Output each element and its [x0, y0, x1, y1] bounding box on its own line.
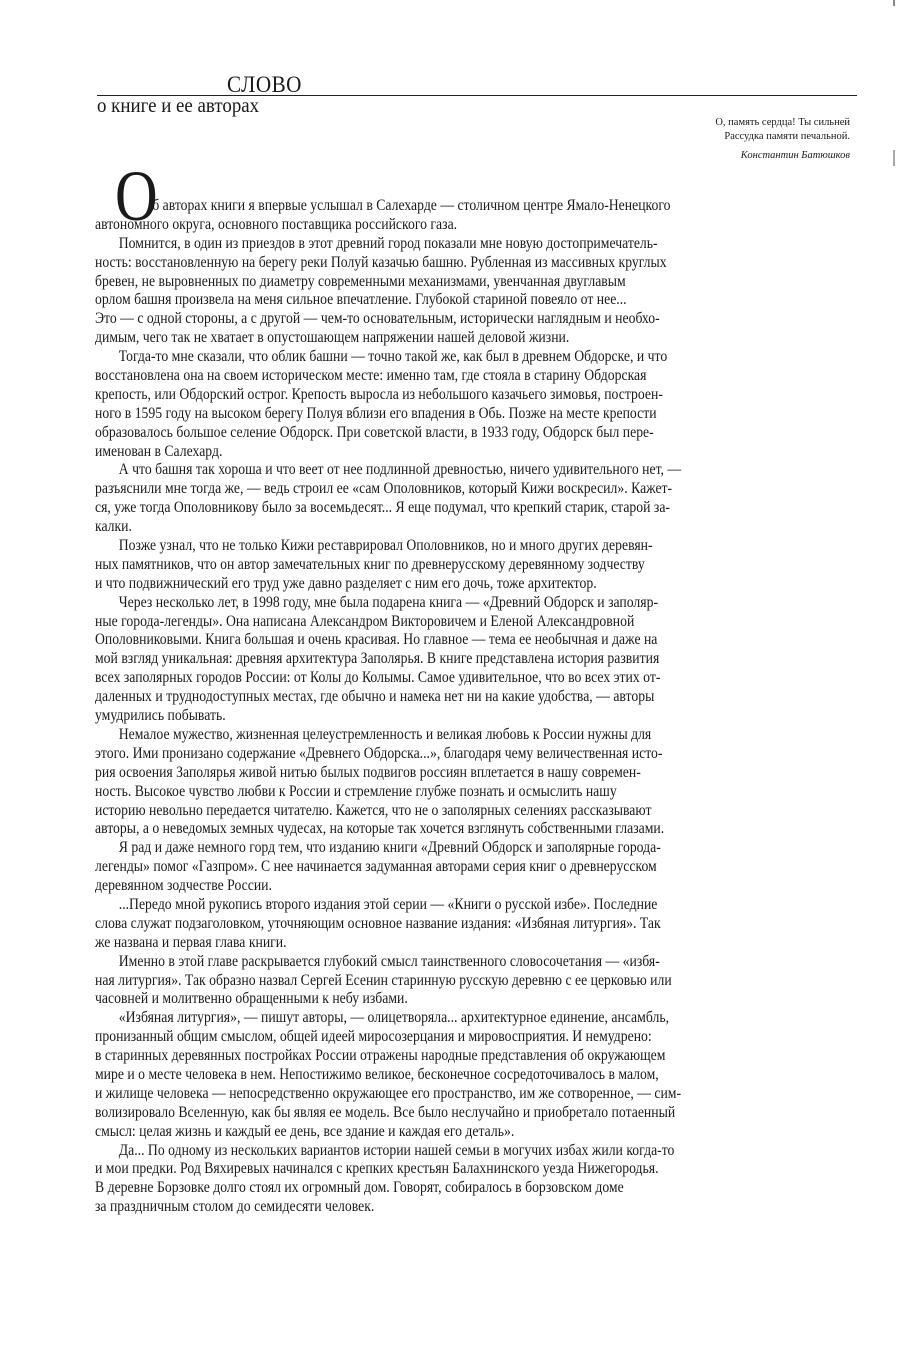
text-line: димым, чего так не хватает в опустошающем напряжении нашей деловой жизни.: [95, 329, 570, 347]
text-line: авторы, а о неведомых земных чудесах, на которые так хочется взглянуть собственными глазами.: [95, 820, 665, 838]
body-text: [95, 156, 855, 1217]
text-line: Ополовниковыми. Книга большая и очень красивая. Но главное — тема ее необычная и даже на: [95, 631, 658, 649]
text-line: часовней и молитвенно обращенными к небу избами.: [95, 990, 408, 1008]
text-line: этого. Ими пронизано содержание «Древнего Обдорска...», благодаря чему величественная исто-: [95, 744, 663, 762]
chapter-subtitle: о книге и ее авторах: [97, 93, 260, 117]
text-line: ного в 1595 году на высоком берегу Полуя вблизи его впадения в Обь. Позже на месте крепости: [95, 404, 657, 422]
text-line: историю невольно передается читателю. Кажется, что не о заполярных селениях рассказывают: [95, 801, 652, 819]
text-line: Через несколько лет, в 1998 году, мне была подарена книга — «Древний Обдорск и заполяр-: [118, 593, 659, 611]
text-line: даленных и труднодоступных местах, где обычно и намека нет ни на какие удобства, — авторы: [95, 688, 655, 706]
text-line: б авторах книги я впервые услышал в Салехарде — столичном центре Ямало-Ненецкого: [152, 197, 671, 214]
text-line: А что башня так хороша и что веет от нее подлинной древностью, ничего удивительного нет, —: [118, 461, 682, 479]
text-line: ность. Высокое чувство любви к России и стремление глубже познать и осмыслить нашу: [95, 782, 617, 800]
text-line: бревен, не выровненных по диаметру современными механизмами, увенчанная двуглавым: [95, 272, 626, 290]
text-line: мире и о месте человека в нем. Непостижимо великое, бесконечное сосредоточивалось в малом,: [95, 1065, 659, 1083]
epigraph-author: Константин Батюшков: [740, 150, 850, 161]
text-line: именован в Салехард.: [95, 442, 223, 460]
page-edge-mark: [893, 150, 895, 166]
text-line: Я рад и даже немного горд тем, что изданию книги «Древний Обдорск и заполярные города-: [118, 839, 661, 857]
text-line: Немалое мужество, жизненная целеустремленность и великая любовь к России нужны для: [118, 725, 652, 743]
text-line: ...Передо мной рукопись второго издания этой серии — «Книги о русской избе». Последние: [118, 895, 658, 913]
text-line: автономного округа, основного поставщика российского газа.: [95, 215, 458, 233]
text-line: калки.: [95, 518, 132, 536]
text-line: и что подвижнический его труд уже давно разделяет с ним его дочь, тоже архитектор.: [95, 574, 597, 592]
text-line: Тогда-то мне сказали, что облик башни — точно такой же, как был в древнем Обдорске, и что: [118, 348, 668, 366]
text-line: орлом башня произвела на меня сильное впечатление. Глубокой стариной повеяло от нее...: [95, 291, 627, 309]
text-line: ся, уже тогда Ополовникову было за восемьдесят... Я еще подумал, что крепкий старик, старой за-: [95, 499, 671, 517]
text-line: ная литургия». Так образно назвал Сергей Есенин старинную русскую деревню с ее церковью или: [95, 971, 672, 989]
text-line: крепость, или Обдорский острог. Крепость выросла из небольшого казачьего зимовья, построен-: [95, 385, 663, 403]
text-line: волизировало Вселенную, как бы являя ее модель. Все было неслучайно и приобретало потаенный: [95, 1103, 676, 1121]
text-line: Позже узнал, что не только Кижи реставрировал Ополовников, но и много других деревян-: [118, 537, 653, 555]
text-line: восстановлена она на своем историческом месте: именно там, где стояла в старину Обдорская: [95, 367, 647, 385]
text-line: за праздничным столом до семидесяти человек.: [95, 1198, 375, 1216]
chapter-header: [97, 72, 857, 122]
text-line: всех заполярных городов России: от Колы до Колымы. Самое удивительное, что во всех этих от-: [95, 669, 661, 687]
text-line: Да... По одному из нескольких вариантов истории нашей семьи в могучих избах жили когда-то: [118, 1141, 675, 1159]
chapter-title: СЛОВО: [227, 72, 302, 97]
text-line: Помнится, в один из приездов в этот древний город показали мне новую достопримечатель-: [118, 234, 658, 252]
text-line: ность: восстановленную на берегу реки Полуй казачью башню. Рубленная из массивных круглых: [95, 253, 667, 271]
text-line: разъяснили мне тогда же, — ведь строил ее «сам Ополовников, который Кижи воскресил». Кажет-: [95, 480, 673, 498]
text-line: Именно в этой главе раскрывается глубокий смысл таинственного словосочетания — «избя-: [118, 952, 660, 970]
text-line: В деревне Борзовке долго стоял их огромный дом. Говорят, собиралось в борзовском доме: [95, 1179, 624, 1197]
text-line: же названа и первая глава книги.: [95, 933, 287, 951]
drop-cap: О: [115, 156, 158, 236]
text-line: образовалось большое селение Обдорск. При советской власти, в 1933 году, Обдорск был пере-: [95, 423, 654, 441]
epigraph: [715, 116, 850, 163]
text-line: рия освоения Заполярья живой нитью былых подвигов россиян вплетается в нашу современ-: [95, 763, 641, 781]
text-line: в старинных деревянных постройках России отражены народные представления об окружающем: [95, 1047, 666, 1065]
text-line: деревянном зодчестве России.: [95, 877, 272, 895]
text-line: и жилище человека — непосредственно окружающее его пространство, им же сотворенное, — сим-: [95, 1084, 682, 1102]
text-line: ные города-легенды». Она написана Александром Викторовичем и Еленой Александровной: [95, 612, 635, 630]
text-line: смысл: целая жизнь и каждый ее день, все здание и каждая его деталь».: [95, 1122, 515, 1140]
text-line: Это — с одной стороны, а с другой — чем-то основательным, исторически наглядным и необхо-: [95, 310, 660, 328]
epigraph-line: Рассудка памяти печальной.: [724, 131, 850, 142]
text-line: умудрились побывать.: [95, 707, 226, 725]
text-line: мой взгляд уникальная: древняя архитектура Заполярья. В книге представлена история развития: [95, 650, 660, 668]
epigraph-line: О, память сердца! Ты сильней: [715, 117, 850, 128]
text-line: легенды» помог «Газпром». С нее начинается задуманная авторами серия книг о древнерусском: [95, 858, 657, 876]
text-line: слова служат подзаголовком, уточняющим основное название издания: «Избяная литургия». Так: [95, 914, 661, 932]
text-line: пронизанный общим смыслом, общей идеей миросозерцания и мировосприятия. И немудрено:: [95, 1028, 652, 1046]
text-line: ных памятников, что он автор замечательных книг по древнерусскому деревянному зодчеству: [95, 555, 645, 573]
text-line: и мои предки. Род Вяхиревых начинался с крепких крестьян Балахнинского уезда Нижегородья.: [95, 1160, 659, 1178]
page-edge-mark: [893, 0, 895, 6]
text-line: «Избяная литургия», — пишут авторы, — олицетворяла... архитектурное единение, ансамбль,: [118, 1009, 670, 1027]
